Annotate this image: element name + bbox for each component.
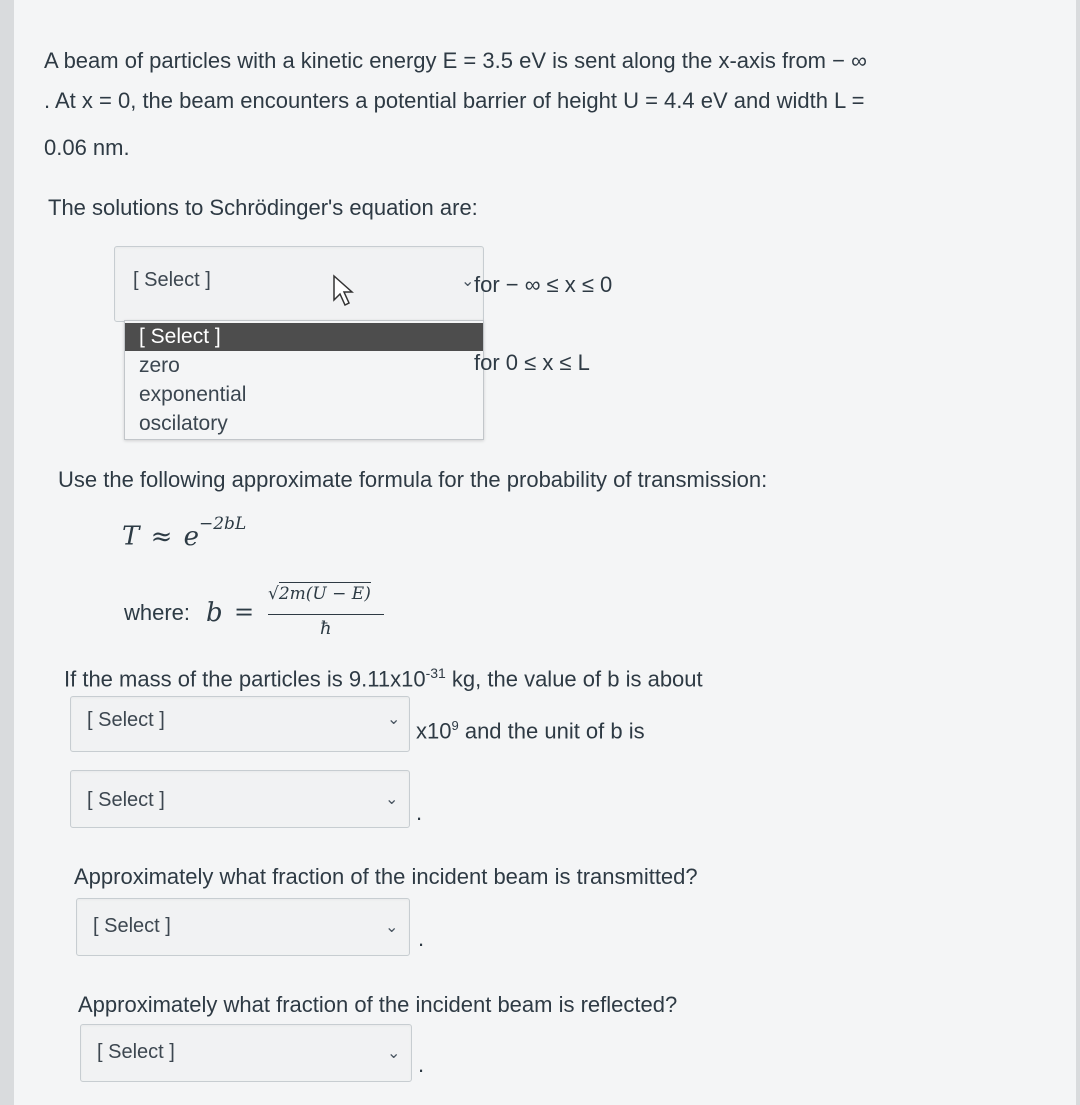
dropdown-option-select[interactable]: [ Select ] [125,323,483,351]
dropdown-option-oscilatory[interactable]: oscilatory [139,412,228,435]
b-unit-select[interactable] [70,770,410,828]
reflected-select-value: [ Select ] [97,1041,175,1063]
numerator-expression: 2m(U − E) [278,584,371,604]
dropdown-option-zero[interactable]: zero [139,354,180,377]
b-value-select[interactable] [70,696,410,752]
formula-exponent: −2bL [199,514,247,534]
sqrt-symbol: √ [268,584,279,604]
b-value-suffix [416,718,645,744]
fraction-numerator [268,584,371,604]
dropdown-option-exponential[interactable]: exponential [139,383,247,406]
b-value-suffix-text: and the unit of b is [458,718,645,744]
reflected-period: . [418,1052,425,1077]
b-value-select-value: [ Select ] [87,709,165,731]
mass-line-exponent: -31 [425,665,446,681]
transmitted-question: Approximately what fraction of the incident beam is transmitted? [74,864,698,889]
formula-intro: Use the following approximate formula for the probability of transmission: [58,467,768,492]
b-fraction [268,584,384,640]
region1-select[interactable] [114,246,484,322]
mass-line-suffix: kg, the value of b is about [445,666,703,692]
formula-e: e [183,521,199,552]
b-unit-period: . [416,800,423,825]
region1-range-label: for − ∞ ≤ x ≤ 0 [474,272,613,297]
mass-line [64,652,703,700]
chevron-down-icon: ⌄ [385,791,399,808]
transmission-formula [122,514,247,552]
question-line-2: . At x = 0, the beam encounters a potential barrier of height U = 4.4 eV and width L = [44,88,865,113]
mass-line-prefix: If the mass of the particles is 9.11x10 [64,666,426,692]
b-value-suffix-exponent: 9 [451,718,459,733]
solutions-intro: The solutions to Schrödinger's equation are: [48,195,478,220]
chevron-down-icon: ⌄ [385,919,399,936]
chevron-down-icon: ⌄ [387,1045,401,1062]
transmitted-select-value: [ Select ] [93,915,171,937]
formula-equals: = [234,598,255,626]
fraction-denominator: ħ [320,618,332,639]
question-line-3: 0.06 nm. [44,135,130,160]
region1-dropdown-list [124,320,484,440]
reflected-question: Approximately what fraction of the incident beam is reflected? [78,992,678,1017]
b-unit-select-value: [ Select ] [87,789,165,811]
chevron-down-icon: ⌄ [387,711,401,728]
region2-range-label: for 0 ≤ x ≤ L [474,350,590,375]
transmitted-period: . [418,926,425,951]
formula-b: b [206,598,223,628]
reflected-select[interactable] [80,1024,412,1082]
formula-T: T [122,521,140,552]
where-label: where: [124,600,191,625]
question-line-1: A beam of particles with a kinetic energy E = 3.5 eV is sent along the x-axis from − ∞ [44,48,867,73]
fraction-bar [268,614,384,615]
region1-select-value: [ Select ] [133,269,211,291]
formula-approx: ≈ [150,521,173,552]
transmitted-select[interactable] [76,898,410,956]
quiz-page [14,0,1076,1105]
b-value-suffix-prefix: x10 [416,718,452,744]
mouse-cursor-icon [332,274,356,308]
chevron-down-icon: ⌄ [461,273,475,290]
